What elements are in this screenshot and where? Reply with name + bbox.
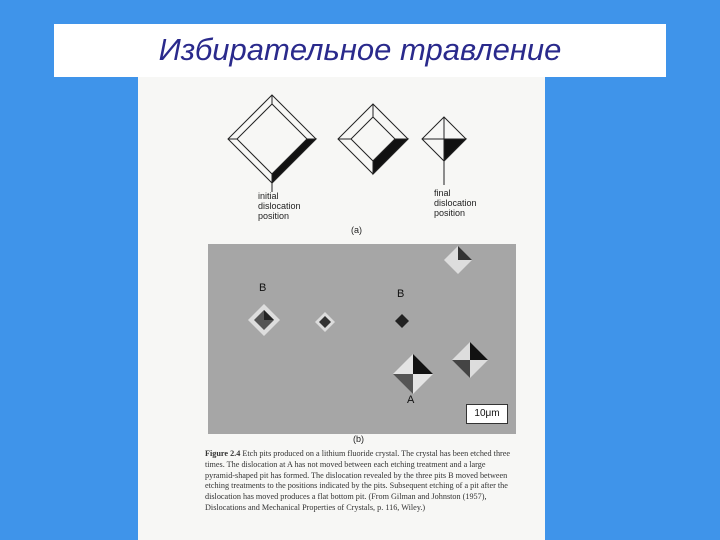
caption-text: Etch pits produced on a lithium fluoride crystal. The crystal has been etched three times. The dislocation at A has not moved between each etching treatment and a large pyramid-shaped pit has formed. The dislocation revealed by the three pits B moved between etching treatments to the positions indicated by the pits. Subsequent etching of a pit after the dislocation has moved produces a flat bottom pit. (From Gilman and Johnston (1957), Dislocations and Mechanical Properties of Crystals, p. 116, Wiley.) xyxy=(205,449,511,512)
label-b-right: B xyxy=(397,288,405,300)
label-a: A xyxy=(407,394,415,406)
etch-pit-micrograph xyxy=(208,244,516,434)
pit-diagram-final xyxy=(422,117,466,161)
pit-diagram-middle xyxy=(338,104,408,174)
pit-right xyxy=(452,342,488,378)
pit-b-small xyxy=(315,312,335,332)
scanned-figure xyxy=(138,77,545,540)
figure-caption xyxy=(205,449,517,514)
pit-b-large xyxy=(248,304,280,336)
panel-a-label: (a) xyxy=(351,225,362,235)
label-final: final dislocation position xyxy=(434,188,477,218)
pit-diagram-initial xyxy=(228,95,316,183)
pit-top-right xyxy=(444,246,472,274)
panel-b-label: (b) xyxy=(353,434,364,444)
caption-label: Figure 2.4 xyxy=(205,449,241,458)
label-initial: initial dislocation position xyxy=(258,191,301,221)
pit-b-right xyxy=(395,314,409,328)
title-bar xyxy=(54,24,666,77)
pit-a xyxy=(393,354,433,394)
slide-title: Избирательное травление xyxy=(158,32,562,67)
label-b-left: B xyxy=(259,282,267,294)
scale-bar: 10μm xyxy=(466,404,508,424)
